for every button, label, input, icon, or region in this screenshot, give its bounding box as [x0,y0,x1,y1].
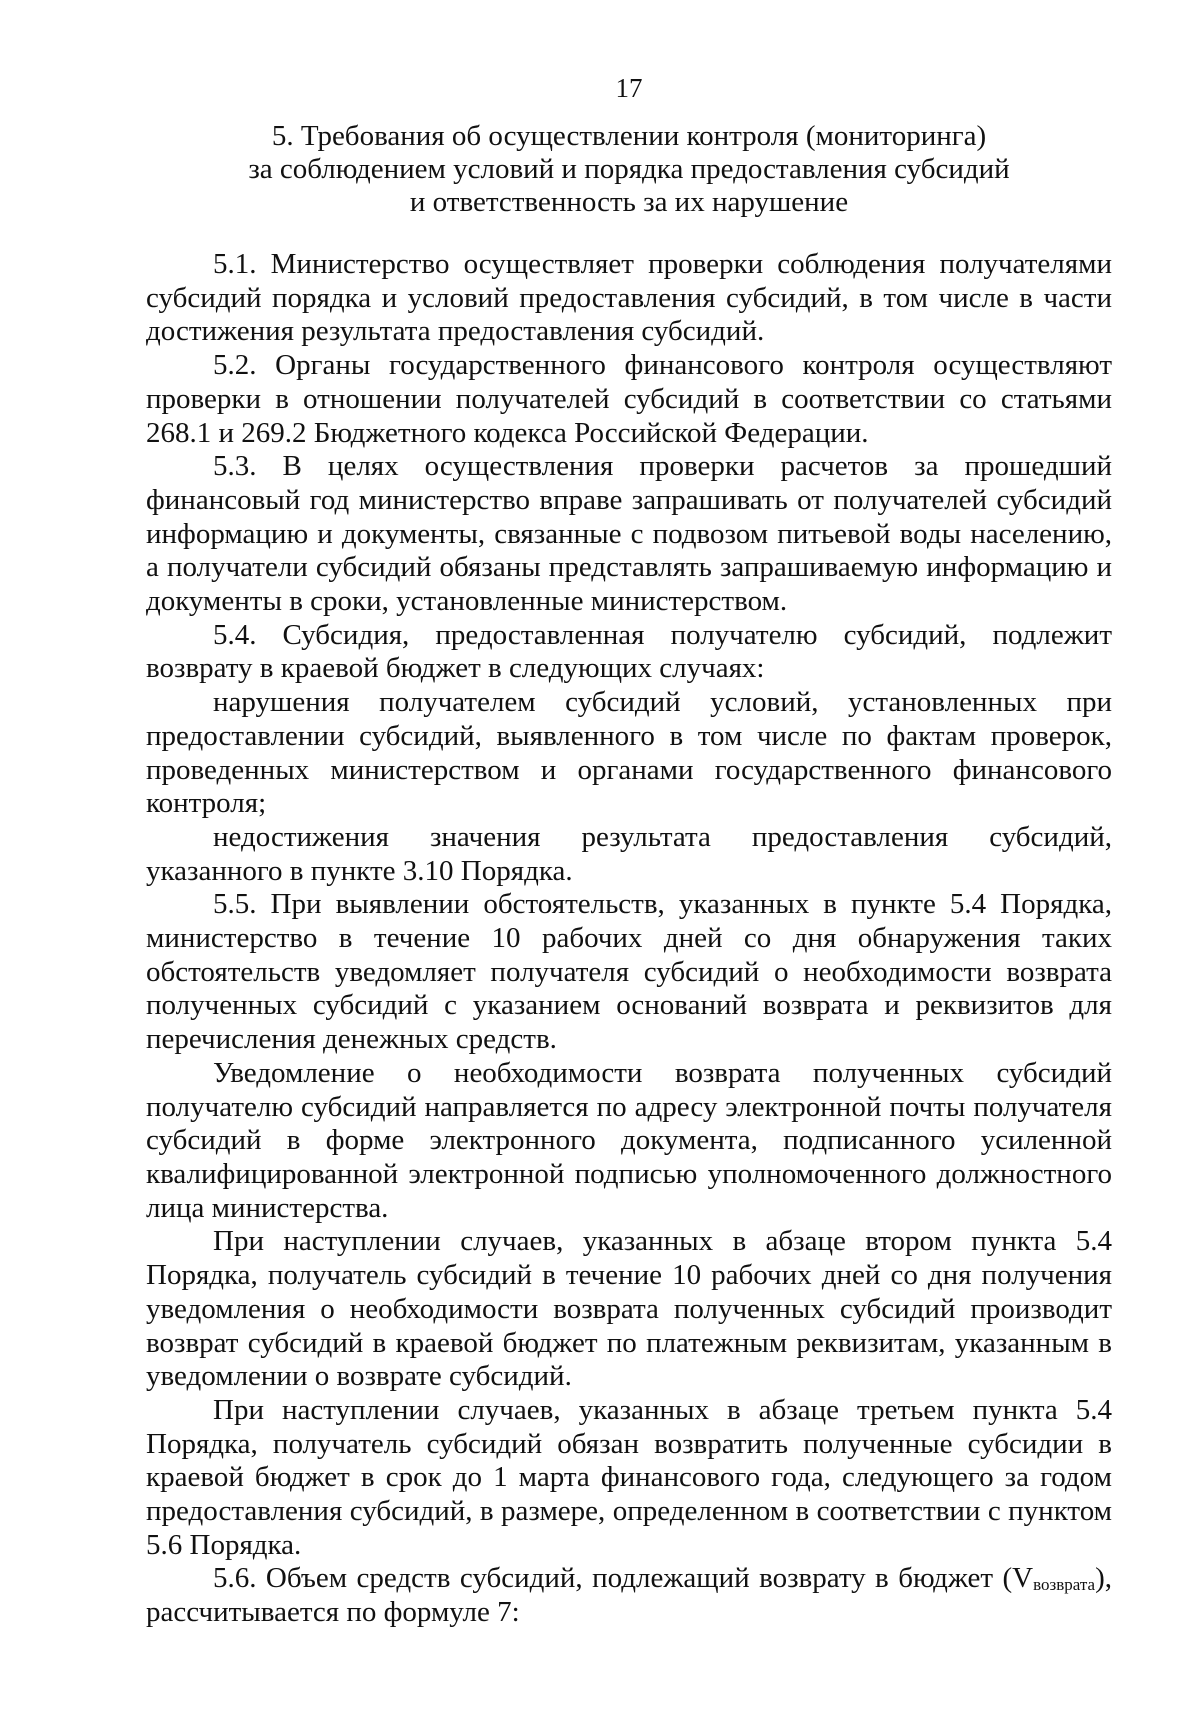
paragraph-5-6-text-end: ), рассчитывается по формуле 7: [146,1562,1112,1629]
section-body [146,248,1112,1630]
paragraph-5-6-text-start: 5.6. Объем средств субсидий, подлежащий возврату в бюджет (V [213,1562,1034,1595]
paragraph-5-6 [146,1562,1112,1629]
paragraph-5-5-case-third: При наступлении случаев, указанных в абзаце третьем пункта 5.4 Порядка, получатель субсидий обязан возвратить полученные субсидии в краевой бюджет в срок до 1 марта финансового года, следующего за годом предоставления субсидий, в размере, определенном в соответствии с пунктом 5.6 Порядка. [146,1393,1112,1561]
paragraph-5-2: 5.2. Органы государственного финансового контроля осуществляют проверки в отношении получателей субсидий в соответствии со статьями 268.1 и 269.2 Бюджетного кодекса Российской Федерации. [146,349,1112,449]
paragraph-5-4: 5.4. Субсидия, предоставленная получателю субсидий, подлежит возврату в краевой бюджет в следующих случаях: [146,618,1112,685]
paragraph-5-5-notice: Уведомление о необходимости возврата полученных субсидий получателю субсидий направляется по адресу электронной почты получателя субсидий в форме электронного документа, подписанного усиленной квалифицированной электронной подписью уполномоченного должностного лица министерства. [146,1056,1112,1224]
paragraph-5-1: 5.1. Министерство осуществляет проверки соблюдения получателями субсидий порядка и условий предоставления субсидий, в том числе в части достижения результата предоставления субсидий. [146,248,1112,348]
section-heading [146,120,1112,219]
section-heading-line-2: за соблюдением условий и порядка предоставления субсидий [248,153,1010,185]
paragraph-5-4-case-violation: нарушения получателем субсидий условий, установленных при предоставлении субсидий, выявленного в том числе по фактам проверок, проведенных министерством и органами государственного финансового контроля; [146,686,1112,820]
paragraph-5-5-case-second: При наступлении случаев, указанных в абзаце втором пункта 5.4 Порядка, получатель субсидий в течение 10 рабочих дней со дня получения уведомления о необходимости возврата полученных субсидий производит возврат субсидий в краевой бюджет по платежным реквизитам, указанным в уведомлении о возврате субсидий. [146,1225,1112,1393]
section-heading-line-1: 5. Требования об осуществлении контроля (мониторинга) [271,120,987,152]
paragraph-5-5: 5.5. При выявлении обстоятельств, указанных в пункте 5.4 Порядка, министерство в течение 10 рабочих дней со дня обнаружения таких обстоятельств уведомляет получателя субсидий о необходимости возврата полученных субсидий с указанием оснований возврата и реквизитов для перечисления денежных средств. [146,888,1112,1056]
section-heading-line-3: и ответственность за их нарушение [409,186,849,218]
formula-subscript: возврата [1033,1575,1096,1595]
page-number: 17 [615,73,643,103]
paragraph-5-4-case-result: недостижения значения результата предоставления субсидий, указанного в пункте 3.10 Порядка. [146,820,1112,887]
paragraph-5-3: 5.3. В целях осуществления проверки расчетов за прошедший финансовый год министерство вправе запрашивать от получателей субсидий информацию и документы, связанные с подвозом питьевой воды населению, а получатели субсидий обязаны представлять запрашиваемую информацию и документы в сроки, установленные министерством. [146,450,1112,618]
